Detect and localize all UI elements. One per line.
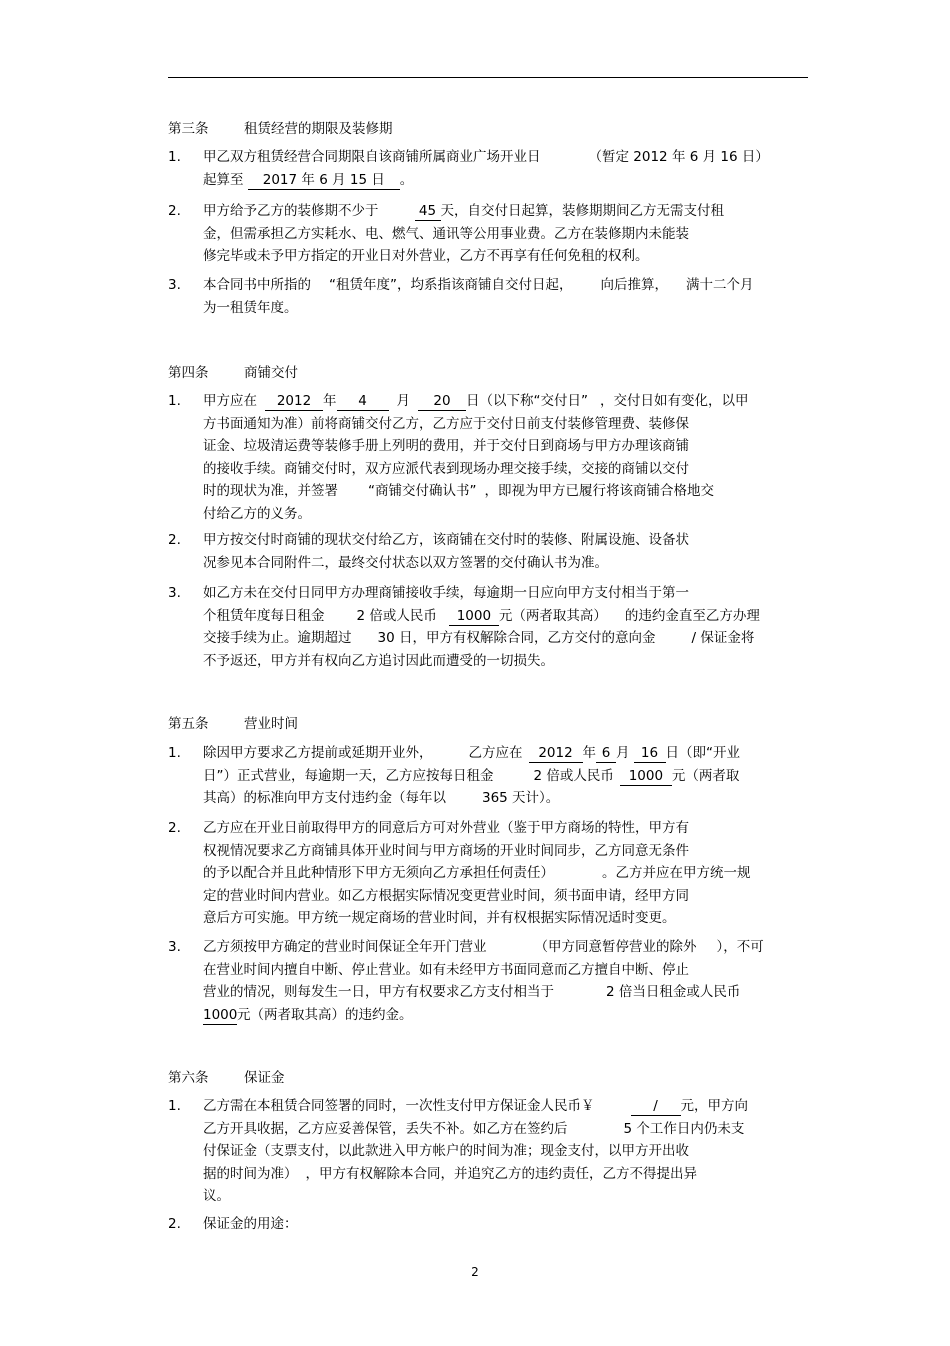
clause-text: 年 <box>582 745 596 761</box>
article-number: 第六条 <box>168 1070 209 1086</box>
filled-day: 16 <box>634 745 666 763</box>
clause-text: 不予返还，甲方并有权向乙方追讨因此而遭受的一切损失。 <box>203 652 554 669</box>
clause-text: 的接收手续。商铺交付时，双方应派代表到现场办理交接手续，交接的商铺以交付 <box>203 460 689 477</box>
filled-days: 45 <box>415 203 441 221</box>
clause-text: / 保证金将 <box>691 630 755 646</box>
clause-index: 3. <box>168 585 181 601</box>
filled-month: 4 <box>337 393 389 411</box>
clause-text: 甲方给予乙方的装修期不少于 <box>203 203 379 219</box>
clause-text: 意后方可实施。甲方统一规定商场的营业时间，并有权根据实际情况适时变更。 <box>203 910 676 926</box>
clause-text: 日（以下称“交付日” <box>466 393 588 409</box>
clause-text: 在营业时间内擅自中断、停止营业。如有未经甲方书面同意而乙方擅自中断、停止 <box>203 961 689 978</box>
clause-text: 如乙方未在交付日同甲方办理商铺接收手续，每逾期一日应向甲方支付相当于第一 <box>203 585 689 601</box>
filled-day: 20 <box>418 393 466 411</box>
clause-text: 况参见本合同附件二，最终交付状态以双方签署的交付确认书为准。 <box>203 554 608 571</box>
clause-index: 1. <box>168 745 181 761</box>
clause-text: 营业的情况，则每发生一日，甲方有权要求乙方支付相当于 <box>203 984 554 1000</box>
article-title: 营业时间 <box>244 716 298 732</box>
clause-text: 365 天计）。 <box>482 790 560 806</box>
clause-text: 权视情况要求乙方商铺具体开业时间与甲方商场的开业时间同步，乙方同意无条件 <box>203 842 689 859</box>
clause-text: 向后推算， <box>600 277 668 293</box>
clause-text: 保证金的用途： <box>203 1216 298 1232</box>
clause-text: 其高）的标准向甲方支付违约金（每年以 <box>203 790 446 806</box>
clause-text: 月 <box>396 393 410 409</box>
clause-text: 日（即“开业 <box>665 745 740 761</box>
filled-amount: 1000 <box>203 1006 238 1023</box>
clause-text: 日”）正式营业，每逾期一天，乙方应按每日租金 <box>203 767 494 784</box>
clause-text: ，甲方有权解除本合同，并追究乙方的违约责任，乙方不得提出异 <box>305 1165 697 1182</box>
clause-index: 3. <box>168 939 181 955</box>
clause-text: 金，但需承担乙方实耗水、电、燃气、通讯等公用事业费。乙方在装修期内未能装 <box>203 225 689 242</box>
clause-text: 元（两者取 <box>671 767 740 784</box>
article-6-heading <box>168 1066 285 1086</box>
clause-text: 。 <box>399 171 414 188</box>
clause-text: “商铺交付确认书” <box>368 483 477 499</box>
article-title: 租赁经营的期限及装修期 <box>244 121 393 137</box>
clause-index: 1. <box>168 149 181 165</box>
clause-index: 2. <box>168 1216 181 1232</box>
clause-index: 2. <box>168 532 181 548</box>
clause-text: 乙方开具收据，乙方应妥善保管，丢失不补。如乙方在签约后 <box>203 1120 568 1137</box>
clause-text: 除因甲方要求乙方提前或延期开业外， <box>203 745 433 761</box>
article-title: 商铺交付 <box>244 365 298 381</box>
clause-text: 元（两者取其高） <box>498 607 607 624</box>
clause-text: ，交付日如有变化，以甲 <box>600 393 749 409</box>
clause-text: 的予以配合并且此种情形下甲方无须向乙方承担任何责任） <box>203 865 554 881</box>
clause-text: 付保证金（支票支付，以此款进入甲方帐户的时间为准；现金支付，以甲方开出收 <box>203 1143 689 1159</box>
article-number: 第五条 <box>168 716 209 732</box>
clause-index: 1. <box>168 1098 181 1114</box>
clause-text: 起算至 <box>203 171 244 188</box>
clause-text: 甲乙双方租赁经营合同期限自该商铺所属商业广场开业日 <box>203 149 541 165</box>
page-number: 2 <box>471 1265 479 1279</box>
clause-text: 的违约金直至乙方办理 <box>624 607 760 624</box>
clause-text: ），不可 <box>716 939 764 955</box>
filled-year: 2012 <box>265 393 323 411</box>
filled-end-date: 2017 年 6 月 15 日 <box>248 172 400 190</box>
clause-text: 方书面通知为准）前将商铺交付乙方，乙方应于交付日前支付装修管理费、装修保 <box>203 415 689 432</box>
clause-text: 付给乙方的义务。 <box>203 505 311 522</box>
clause-text: 年 <box>323 393 337 409</box>
clause-text: ，即视为甲方已履行将该商铺合格地交 <box>484 483 714 499</box>
clause-text: 乙方应在开业日前取得甲方的同意后方可对外营业（鉴于甲方商场的特性，甲方有 <box>203 820 689 836</box>
clause-index: 1. <box>168 393 181 409</box>
filled-month: 6 <box>596 745 616 763</box>
filled-year: 2012 <box>529 745 583 763</box>
clause-text: “租赁年度”，均系指该商铺自交付日起， <box>329 277 573 293</box>
clause-text: 乙方须按甲方确定的营业时间保证全年开门营业 <box>203 939 487 955</box>
clause-text: 。乙方并应在甲方统一规 <box>602 865 751 881</box>
clause-index: 3. <box>168 277 181 293</box>
clause-text: 为一租赁年度。 <box>203 299 298 316</box>
clause-text: 据的时间为准） <box>203 1165 298 1182</box>
clause-text: 元，甲方向 <box>680 1098 748 1114</box>
header-rule <box>168 77 808 78</box>
clause-index: 2. <box>168 203 181 219</box>
clause-text: 个租赁年度每日租金 <box>203 607 325 624</box>
clause-text: 30 日，甲方有权解除合同，乙方交付的意向金 <box>377 630 656 646</box>
clause-text: 2 倍当日租金或人民币 <box>606 984 741 1000</box>
clause-text: 修完毕或未予甲方指定的开业日对外营业，乙方不再享有任何免租的权利。 <box>203 248 649 264</box>
filled-deposit-amount: / <box>631 1098 681 1116</box>
filled-amount: 1000 <box>620 768 672 786</box>
clause-text: （甲方同意暂停营业的除外 <box>534 939 697 955</box>
clause-text: 乙方需在本租赁合同签署的同时，一次性支付甲方保证金人民币￥ <box>203 1098 595 1114</box>
article-number: 第三条 <box>168 121 209 137</box>
clause-text: 2 倍或人民币 <box>533 767 614 784</box>
clause-text: 月 <box>616 745 630 761</box>
clause-text: 时的现状为准，并签署 <box>203 483 338 499</box>
article-4-heading <box>168 361 298 381</box>
clause-text: 5 个工作日内仍未支 <box>623 1120 745 1137</box>
clause-text: 甲方按交付时商铺的现状交付给乙方，该商铺在交付时的装修、附属设施、设备状 <box>203 532 689 548</box>
clause-text: 证金、垃圾清运费等装修手册上列明的费用，并于交付日到商场与甲方办理该商铺 <box>203 438 689 454</box>
clause-text: 2 倍或人民币 <box>356 607 437 624</box>
filled-amount: 1000 <box>449 608 499 626</box>
clause-text: 定的营业时间内营业。如乙方根据实际情况变更营业时间，须书面申请，经甲方同 <box>203 887 689 904</box>
clause-text: 元（两者取其高）的违约金。 <box>237 1006 413 1023</box>
clause-index: 2. <box>168 820 181 836</box>
clause-text: 满十二个月 <box>686 277 754 293</box>
clause-text: 本合同书中所指的 <box>203 277 311 293</box>
clause-text: 交接手续为止。逾期超过 <box>203 630 352 646</box>
article-title: 保证金 <box>244 1070 285 1086</box>
article-3-heading <box>168 117 393 137</box>
clause-text: 甲方应在 <box>203 393 257 409</box>
article-5-heading <box>168 712 298 732</box>
clause-text: 天，自交付日起算，装修期期间乙方无需支付租 <box>440 203 724 219</box>
article-number: 第四条 <box>168 365 209 381</box>
clause-text: 乙方应在 <box>468 745 523 761</box>
clause-text: 议。 <box>203 1188 230 1204</box>
clause-text: （暂定 2012 年 6 月 16 日） <box>588 149 769 165</box>
